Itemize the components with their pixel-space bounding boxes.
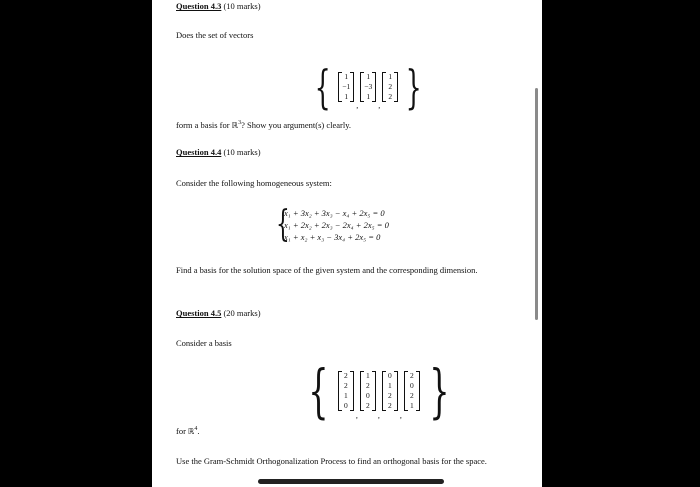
q43-heading — [176, 2, 261, 11]
q44-prompt: Consider the following homogeneous system: — [176, 178, 332, 188]
q45-vector-1: 2 2 1 0 — [338, 371, 354, 411]
right-brace: } — [429, 357, 450, 425]
home-indicator-bar[interactable] — [258, 479, 444, 484]
q44-followup: Find a basis for the solution space of the given system and the corresponding dimension. — [176, 265, 478, 275]
left-brace: { — [314, 60, 331, 114]
q45-vector-2: 1 2 0 2 — [360, 371, 376, 411]
vertical-scrollbar[interactable] — [535, 88, 538, 320]
q45-followup: Use the Gram-Schmidt Orthogonalization Process to find an orthogonal basis for the space. — [176, 456, 487, 466]
q43-vector-1: 1 −1 1 — [338, 72, 354, 102]
q43-number: Question 4.3 — [176, 1, 222, 11]
q43-vector-2: 1 −3 1 — [360, 72, 376, 102]
equation-3: x₁ + x₂ + x₃ − 3x₄ + 2x₅ = 0 — [284, 232, 381, 242]
q43-followup: form a basis for ℝ$^3$? Show you argument(s) clearly. — [176, 120, 352, 130]
q45-for-space: for ℝ$^4$. — [176, 426, 200, 436]
q45-number: Question 4.5 — [176, 308, 222, 318]
q45-prompt: Consider a basis — [176, 338, 232, 348]
q45-marks: (20 marks) — [223, 308, 261, 318]
q45-vector-set: { 2 2 1 0 , 1 2 0 2 , 0 1 2 2 , 2 0 2 1 } — [308, 357, 450, 425]
q45-vector-3: 0 1 2 2 — [382, 371, 398, 411]
equation-2: x₁ + 2x₂ + 2x₃ − 2x₄ + 2x₅ = 0 — [284, 220, 389, 230]
system-brace: { — [276, 204, 290, 245]
q43-vector-3: 1 2 2 — [382, 72, 398, 102]
equation-1: x₁ + 3x₂ + 3x₃ − x₄ + 2x₅ = 0 — [284, 208, 385, 218]
q43-marks: (10 marks) — [223, 1, 261, 11]
q45-heading — [176, 309, 261, 318]
q44-marks: (10 marks) — [223, 147, 261, 157]
q43-prompt: Does the set of vectors — [176, 30, 254, 40]
q43-vector-set: { 1 −1 1 , 1 −3 1 , 1 2 2 } — [314, 60, 422, 114]
q44-heading — [176, 148, 261, 157]
left-brace: { — [308, 357, 329, 425]
right-brace: } — [405, 60, 422, 114]
q44-number: Question 4.4 — [176, 147, 222, 157]
q45-vector-4: 2 0 2 1 — [404, 371, 420, 411]
